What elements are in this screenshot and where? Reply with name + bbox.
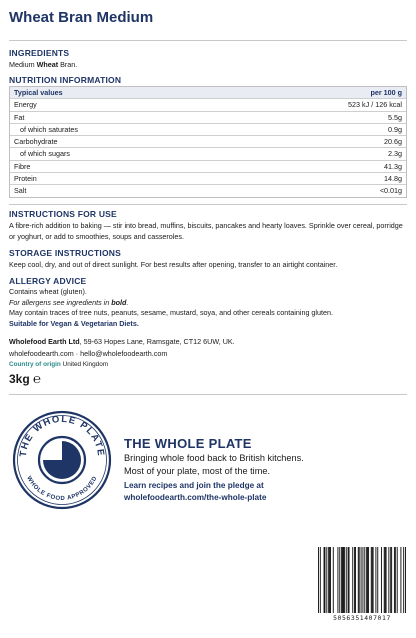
nutrition-row bbox=[10, 172, 406, 184]
divider bbox=[9, 204, 407, 205]
barcode-bar bbox=[324, 547, 325, 613]
barcode-bar bbox=[397, 547, 398, 613]
barcode-bar bbox=[394, 547, 395, 613]
storage-section bbox=[9, 248, 407, 271]
barcode-bar bbox=[375, 547, 376, 613]
ingredients-section bbox=[9, 48, 407, 71]
badge-top-text: THE WHOLE PLATE bbox=[17, 413, 107, 458]
barcode-bar bbox=[328, 547, 329, 613]
nutrition-col-label: Typical values bbox=[14, 88, 63, 97]
nutrition-row bbox=[10, 147, 406, 159]
ingredients-text-pre: Medium bbox=[9, 60, 37, 69]
nutrition-row bbox=[10, 184, 406, 196]
allergy-note-bold: bold bbox=[111, 297, 127, 307]
ingredients-heading: INGREDIENTS bbox=[9, 48, 70, 58]
barcode-bar bbox=[400, 547, 401, 613]
badge-bottom-text: WHOLE FOOD APPROVED bbox=[25, 475, 99, 503]
nutrition-heading-wrap bbox=[9, 75, 407, 85]
divider bbox=[9, 394, 407, 395]
barcode-bar bbox=[391, 547, 392, 613]
company-web-email: wholefoodearth.com · hello@wholefoodearth.com bbox=[9, 348, 168, 358]
barcode-bar bbox=[355, 547, 356, 613]
barcode-bar bbox=[373, 547, 374, 613]
nutrition-table bbox=[9, 86, 407, 198]
barcode-bar bbox=[343, 547, 344, 613]
barcode-bar bbox=[386, 547, 387, 613]
allergy-section bbox=[9, 276, 407, 329]
barcode-bar bbox=[358, 547, 359, 613]
nutrient-value: <0.01g bbox=[379, 186, 402, 196]
barcode-bar bbox=[377, 547, 378, 613]
company-section bbox=[9, 337, 407, 371]
allergy-note-pre: For allergens see ingredients in bbox=[9, 297, 112, 307]
barcode-number: 5056351407017 bbox=[333, 614, 391, 622]
instructions-section bbox=[9, 209, 407, 242]
whole-plate-title: THE WHOLE PLATE bbox=[124, 436, 252, 451]
nutrition-header-row bbox=[10, 87, 406, 98]
barcode-bar bbox=[385, 547, 386, 613]
barcode-bar bbox=[364, 547, 365, 613]
ingredients-text-post: Bran. bbox=[58, 60, 78, 69]
barcode-bar bbox=[372, 547, 373, 613]
company-name: Wholefood Earth Ltd bbox=[9, 337, 80, 346]
barcode-bar bbox=[329, 547, 330, 613]
estimated-sign-icon: ℮ bbox=[33, 371, 41, 386]
allergy-contains: Contains wheat (gluten). bbox=[9, 287, 87, 296]
barcode-bar bbox=[344, 547, 345, 613]
nutrition-row bbox=[10, 98, 406, 110]
storage-heading: STORAGE INSTRUCTIONS bbox=[9, 248, 121, 258]
ingredients-text bbox=[9, 60, 407, 71]
allergy-heading: ALLERGY ADVICE bbox=[9, 276, 87, 286]
barcode-bar bbox=[362, 547, 363, 613]
instructions-text: A fibre-rich addition to baking — stir into bread, muffins, biscuits, pancakes and hearty loaves. Sprinkle over cereal, porridge or yoghurt, or add to smoothies, soups and casseroles. bbox=[9, 221, 403, 241]
barcode-bar bbox=[320, 547, 321, 613]
nutrition-heading: NUTRITION INFORMATION bbox=[9, 75, 122, 85]
whole-plate-badge bbox=[12, 404, 112, 514]
instructions-heading: INSTRUCTIONS FOR USE bbox=[9, 209, 117, 219]
allergy-note bbox=[9, 298, 407, 309]
whole-plate-line1: Bringing whole food back to British kitchens. bbox=[124, 453, 304, 463]
storage-text: Keep cool, dry, and out of direct sunlight. For best results after opening, transfer to an airtight container. bbox=[9, 260, 338, 269]
barcode-bar bbox=[318, 547, 319, 613]
nutrition-row bbox=[10, 135, 406, 147]
origin-label: Country of origin bbox=[9, 361, 61, 368]
nutrient-value: 523 kJ / 126 kcal bbox=[348, 100, 402, 110]
nutrition-row bbox=[10, 123, 406, 135]
nutrient-name: Energy bbox=[14, 100, 37, 110]
allergy-note-post: . bbox=[126, 297, 129, 307]
barcode-bars bbox=[318, 547, 406, 613]
nutrient-value: 41.3g bbox=[384, 161, 402, 171]
company-address bbox=[9, 337, 407, 348]
country-of-origin bbox=[9, 360, 407, 371]
product-title: Wheat Bran Medium bbox=[9, 9, 154, 26]
barcode-bar bbox=[384, 547, 385, 613]
whole-plate-link-intro: Learn recipes and join the pledge at bbox=[124, 481, 264, 490]
nutrition-col-value: per 100 g bbox=[370, 88, 402, 97]
nutrient-value: 20.6g bbox=[384, 137, 402, 147]
allergy-traces: May contain traces of tree nuts, peanuts, sesame, mustard, soya, and other cereals containing gluten. bbox=[9, 308, 334, 317]
barcode-bar bbox=[330, 547, 331, 613]
barcode-bar bbox=[361, 547, 362, 613]
origin-value: United Kingdom bbox=[62, 361, 109, 368]
nutrient-name: Fat bbox=[14, 112, 25, 122]
barcode-bar bbox=[405, 547, 406, 613]
barcode-bar bbox=[381, 547, 382, 613]
nutrient-value: 2.3g bbox=[388, 149, 402, 159]
barcode-bar bbox=[324, 547, 325, 613]
barcode-bar bbox=[367, 547, 368, 613]
barcode-bar bbox=[346, 547, 347, 613]
net-weight bbox=[9, 371, 407, 386]
whole-plate-link[interactable]: wholefoodearth.com/the-whole-plate bbox=[124, 493, 267, 502]
barcode-bar bbox=[342, 547, 343, 613]
company-address-text: , 59-63 Hopes Lane, Ramsgate, CT12 6UW, UK. bbox=[79, 337, 235, 346]
barcode-bar bbox=[352, 547, 353, 613]
weight-value: 3kg bbox=[9, 372, 30, 386]
nutrient-name: Salt bbox=[14, 186, 27, 196]
barcode-bar bbox=[390, 547, 391, 613]
barcode-bar bbox=[348, 547, 349, 613]
nutrient-name: Carbohydrate bbox=[14, 137, 58, 147]
barcode-bar bbox=[388, 547, 389, 613]
barcode-bar bbox=[341, 547, 342, 613]
barcode-bar bbox=[395, 547, 396, 613]
barcode-bar bbox=[403, 547, 404, 613]
nutrient-name: Protein bbox=[14, 174, 37, 184]
barcode-bar bbox=[354, 547, 355, 613]
nutrient-value: 0.9g bbox=[388, 124, 402, 134]
ingredients-allergen: Wheat bbox=[36, 60, 59, 69]
nutrient-name: of which sugars bbox=[20, 149, 70, 159]
barcode bbox=[314, 543, 410, 627]
nutrition-row bbox=[10, 111, 406, 123]
barcode-bar bbox=[371, 547, 372, 613]
nutrient-value: 14.8g bbox=[384, 174, 402, 184]
suitable-diets: Suitable for Vegan & Vegetarian Diets. bbox=[9, 318, 139, 328]
barcode-bar bbox=[337, 547, 338, 613]
barcode-bar bbox=[326, 547, 327, 613]
whole-plate-line2: Most of your plate, most of the time. bbox=[124, 466, 271, 476]
nutrition-row bbox=[10, 160, 406, 172]
barcode-bar bbox=[339, 547, 340, 613]
nutrient-name: of which saturates bbox=[20, 124, 78, 134]
barcode-bar bbox=[368, 547, 369, 613]
barcode-bar bbox=[333, 547, 334, 613]
nutrient-name: Fibre bbox=[14, 161, 31, 171]
top-divider bbox=[9, 40, 407, 41]
barcode-bar bbox=[366, 547, 367, 613]
barcode-bar bbox=[349, 547, 350, 613]
nutrient-value: 5.5g bbox=[388, 112, 402, 122]
barcode-bar bbox=[359, 547, 360, 613]
